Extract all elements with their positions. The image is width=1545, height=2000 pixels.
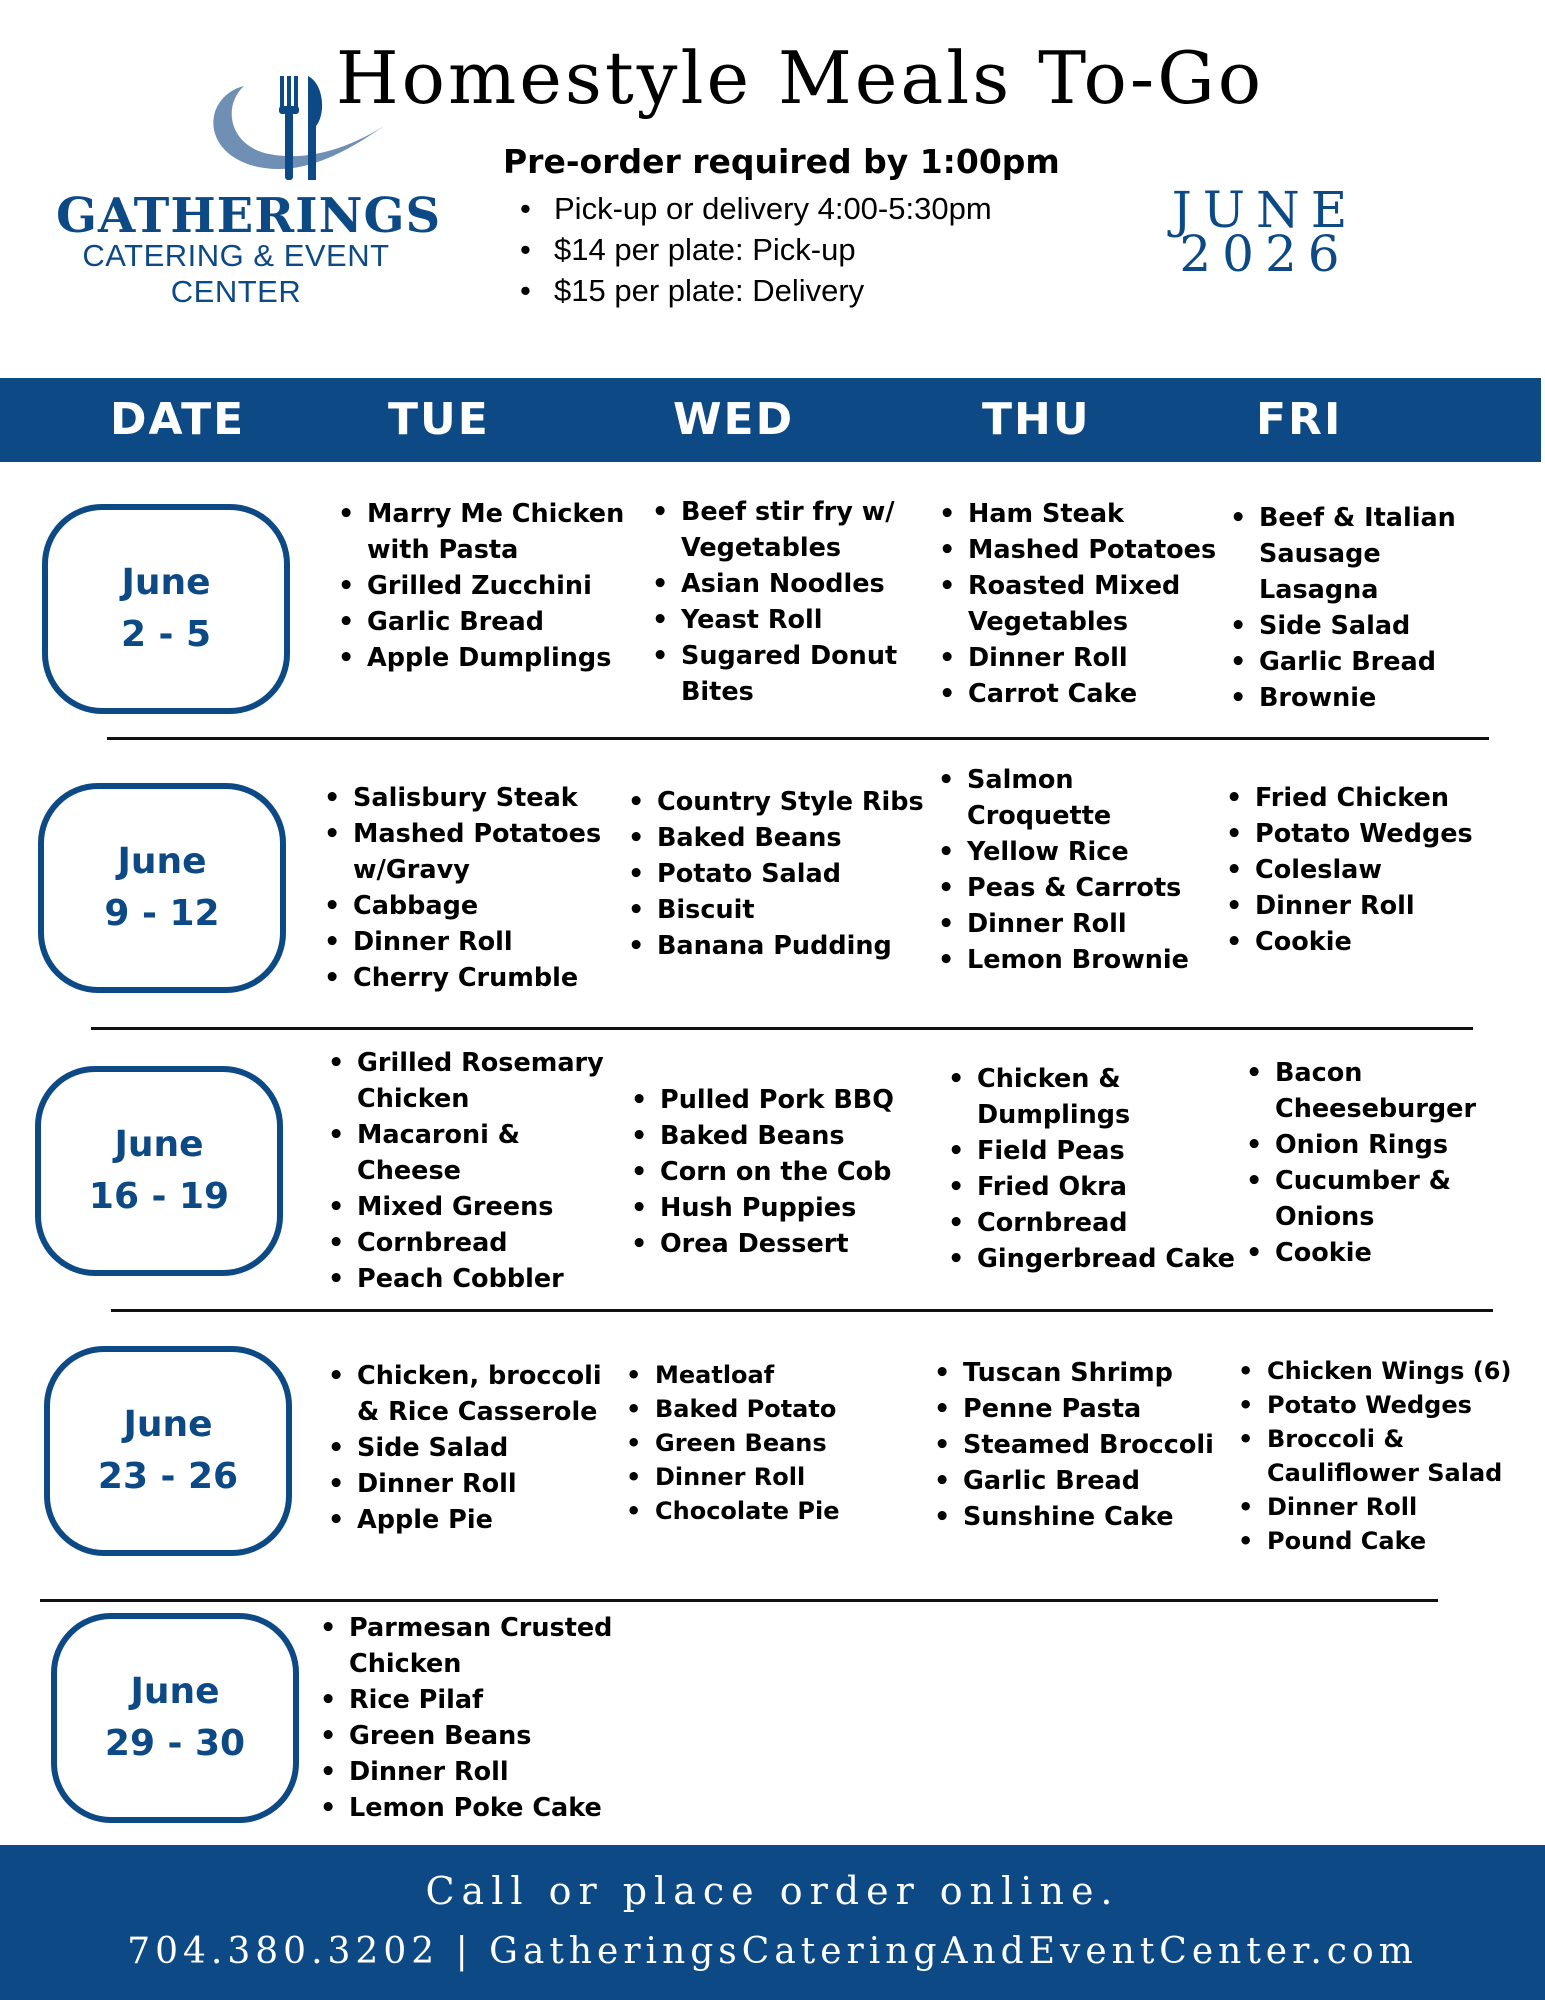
menu-item: • Garlic Bread: [1228, 644, 1456, 680]
menu-item: • Green Beans: [318, 1718, 612, 1754]
menu-item: • Fried Okra: [946, 1169, 1235, 1205]
week-divider: [107, 737, 1489, 740]
menu-item: • Apple Pie: [326, 1502, 602, 1538]
menu-week1-wed: [650, 494, 897, 710]
menu-item: Cheeseburger: [1275, 1094, 1477, 1124]
menu-week1-tue: [336, 496, 624, 676]
menu-item: • Salmon: [936, 762, 1189, 798]
date-badge-week-5: [51, 1613, 299, 1823]
column-header-tue: TUE: [388, 394, 490, 445]
menu-item: • Chicken, broccoli: [326, 1358, 602, 1394]
menu-item: • Grilled Zucchini: [336, 568, 624, 604]
menu-week5-tue: [318, 1610, 612, 1826]
menu-item: • Corn on the Cob: [629, 1154, 894, 1190]
menu-item: • Brownie: [1228, 680, 1456, 716]
menu-item: • Cabbage: [322, 888, 601, 924]
menu-item: • Dinner Roll: [624, 1460, 840, 1494]
year-label: 2026: [1179, 225, 1351, 283]
pickup-price: • $14 per plate: Pick-up: [520, 229, 992, 270]
menu-week2-thu: [936, 762, 1189, 978]
menu-item: • Steamed Broccoli: [932, 1427, 1214, 1463]
column-header-thu: THU: [982, 394, 1091, 445]
menu-item: • Cookie: [1244, 1235, 1476, 1271]
menu-week3-tue: [326, 1045, 604, 1297]
menu-item: • Yeast Roll: [650, 602, 897, 638]
menu-item: • Yellow Rice: [936, 834, 1189, 870]
menu-item: & Rice Casserole: [357, 1397, 598, 1427]
menu-item: • Fried Chicken: [1224, 780, 1473, 816]
date-month: June: [117, 841, 207, 882]
menu-item: • Penne Pasta: [932, 1391, 1214, 1427]
menu-item: • Parmesan Crusted: [318, 1610, 612, 1646]
date-badge-week-1: [42, 504, 290, 714]
date-month: June: [121, 562, 211, 603]
menu-item: Onions: [1275, 1202, 1375, 1232]
menu-item: • Peach Cobbler: [326, 1261, 604, 1297]
menu-item: • Broccoli &: [1236, 1422, 1511, 1456]
menu-item: • Lemon Brownie: [936, 942, 1189, 978]
menu-item: Chicken: [357, 1084, 470, 1114]
menu-item: • Mashed Potatoes: [322, 816, 601, 852]
logo-subtitle-line2: CENTER: [170, 274, 302, 309]
menu-item: • Dinner Roll: [937, 640, 1216, 676]
page-title: Homestyle Meals To-Go: [335, 36, 1265, 120]
date-range: 23 - 26: [97, 1456, 239, 1497]
menu-item: with Pasta: [367, 535, 519, 565]
footer-bar: [0, 1845, 1545, 2000]
menu-item: • Gingerbread Cake: [946, 1241, 1235, 1277]
column-header-wed: WED: [673, 394, 795, 445]
menu-item: • Chocolate Pie: [624, 1494, 840, 1528]
menu-item: • Orea Dessert: [629, 1226, 894, 1262]
month-label: JUNE: [1171, 181, 1359, 239]
menu-item: • Green Beans: [624, 1426, 840, 1460]
logo-name: GATHERINGS: [56, 188, 442, 244]
menu-item: Chicken: [349, 1649, 462, 1679]
menu-item: • Cornbread: [326, 1225, 604, 1261]
menu-item: • Tuscan Shrimp: [932, 1355, 1214, 1391]
menu-item: • Onion Rings: [1244, 1127, 1476, 1163]
menu-item: Bites: [681, 677, 754, 707]
menu-item: • Cookie: [1224, 924, 1473, 960]
menu-item: • Potato Wedges: [1224, 816, 1473, 852]
menu-week2-fri: [1224, 780, 1473, 960]
menu-item: Lasagna: [1259, 575, 1379, 605]
menu-item: • Meatloaf: [624, 1358, 840, 1392]
menu-item: • Asian Noodles: [650, 566, 897, 602]
menu-item: • Salisbury Steak: [322, 780, 601, 816]
date-month: June: [123, 1404, 213, 1445]
menu-item: • Beef stir fry w/: [650, 494, 897, 530]
menu-item: • Potato Salad: [626, 856, 924, 892]
menu-item: • Rice Pilaf: [318, 1682, 612, 1718]
menu-item: • Pound Cake: [1236, 1524, 1511, 1558]
menu-item: • Chicken Wings (6): [1236, 1354, 1511, 1388]
menu-item: • Potato Wedges: [1236, 1388, 1511, 1422]
menu-item: Croquette: [967, 801, 1112, 831]
menu-item: • Coleslaw: [1224, 852, 1473, 888]
menu-item: • Field Peas: [946, 1133, 1235, 1169]
menu-item: • Mixed Greens: [326, 1189, 604, 1225]
menu-item: • Carrot Cake: [937, 676, 1216, 712]
menu-week2-wed: [626, 784, 924, 964]
column-header-fri: FRI: [1256, 394, 1343, 445]
date-range: 2 - 5: [120, 614, 212, 655]
menu-item: • Bacon: [1244, 1055, 1476, 1091]
menu-item: • Dinner Roll: [1236, 1490, 1511, 1524]
menu-item: • Peas & Carrots: [936, 870, 1189, 906]
menu-item: Vegetables: [968, 607, 1129, 637]
month-year: [1160, 181, 1370, 283]
menu-item: Sausage: [1259, 539, 1381, 569]
date-month: June: [114, 1124, 204, 1165]
menu-item: • Sunshine Cake: [932, 1499, 1214, 1535]
menu-item: • Sugared Donut: [650, 638, 897, 674]
menu-item: Dumplings: [977, 1100, 1131, 1130]
menu-item: • Ham Steak: [937, 496, 1216, 532]
menu-item: • Dinner Roll: [318, 1754, 612, 1790]
menu-week4-fri: [1236, 1354, 1511, 1558]
menu-item: • Baked Beans: [629, 1118, 894, 1154]
menu-week1-thu: [937, 496, 1216, 712]
menu-week4-thu: [932, 1355, 1214, 1535]
menu-week1-fri: [1228, 500, 1456, 716]
menu-item: • Macaroni &: [326, 1117, 604, 1153]
menu-item: • Chicken &: [946, 1061, 1235, 1097]
day-header-bar: [0, 378, 1541, 462]
menu-item: • Pulled Pork BBQ: [629, 1082, 894, 1118]
menu-item: • Marry Me Chicken: [336, 496, 624, 532]
menu-item: • Hush Puppies: [629, 1190, 894, 1226]
date-badge-week-4: [44, 1346, 292, 1556]
menu-item: • Side Salad: [1228, 608, 1456, 644]
menu-item: • Roasted Mixed: [937, 568, 1216, 604]
menu-item: • Country Style Ribs: [626, 784, 924, 820]
menu-item: • Garlic Bread: [336, 604, 624, 640]
menu-item: • Cherry Crumble: [322, 960, 601, 996]
date-range: 29 - 30: [104, 1723, 246, 1764]
menu-item: • Dinner Roll: [1224, 888, 1473, 924]
menu-week4-wed: [624, 1358, 840, 1528]
pickup-delivery-hours: • Pick-up or delivery 4:00-5:30pm: [520, 188, 992, 229]
date-badge-week-2: [38, 783, 286, 993]
date-month: June: [130, 1671, 220, 1712]
menu-item: • Cucumber &: [1244, 1163, 1476, 1199]
menu-item: • Beef & Italian: [1228, 500, 1456, 536]
menu-item: • Apple Dumplings: [336, 640, 624, 676]
menu-item: • Grilled Rosemary: [326, 1045, 604, 1081]
menu-week3-fri: [1244, 1055, 1476, 1271]
menu-week3-wed: [629, 1082, 894, 1262]
menu-item: w/Gravy: [353, 855, 470, 885]
menu-item: • Dinner Roll: [936, 906, 1189, 942]
week-divider: [40, 1599, 1438, 1602]
menu-week3-thu: [946, 1061, 1235, 1277]
footer-contact: 704.380.3202 | GatheringsCateringAndEventCenter.com: [127, 1931, 1418, 1972]
menu-item: • Cornbread: [946, 1205, 1235, 1241]
menu-item: • Baked Potato: [624, 1392, 840, 1426]
preorder-note: Pre-order required by 1:00pm: [503, 142, 1060, 181]
menu-item: • Mashed Potatoes: [937, 532, 1216, 568]
delivery-price: • $15 per plate: Delivery: [520, 270, 992, 311]
menu-item: Cauliflower Salad: [1267, 1459, 1503, 1487]
menu-week2-tue: [322, 780, 601, 996]
menu-item: • Dinner Roll: [326, 1466, 602, 1502]
menu-item: • Garlic Bread: [932, 1463, 1214, 1499]
menu-item: • Side Salad: [326, 1430, 602, 1466]
week-divider: [111, 1309, 1493, 1312]
date-range: 9 - 12: [104, 893, 220, 934]
menu-item: Vegetables: [681, 533, 842, 563]
menu-item: Cheese: [357, 1156, 461, 1186]
menu-item: • Baked Beans: [626, 820, 924, 856]
menu-item: • Biscuit: [626, 892, 924, 928]
menu-item: • Lemon Poke Cake: [318, 1790, 612, 1826]
menu-item: • Dinner Roll: [322, 924, 601, 960]
menu-item: • Banana Pudding: [626, 928, 924, 964]
date-range: 16 - 19: [88, 1176, 230, 1217]
date-badge-week-3: [35, 1066, 283, 1276]
week-divider: [91, 1027, 1473, 1030]
menu-week4-tue: [326, 1358, 602, 1538]
footer-call-to-action: Call or place order online.: [425, 1869, 1120, 1913]
logo-subtitle-line1: CATERING & EVENT: [82, 238, 390, 273]
order-info-list: [520, 188, 992, 311]
column-header-date: DATE: [110, 394, 246, 445]
